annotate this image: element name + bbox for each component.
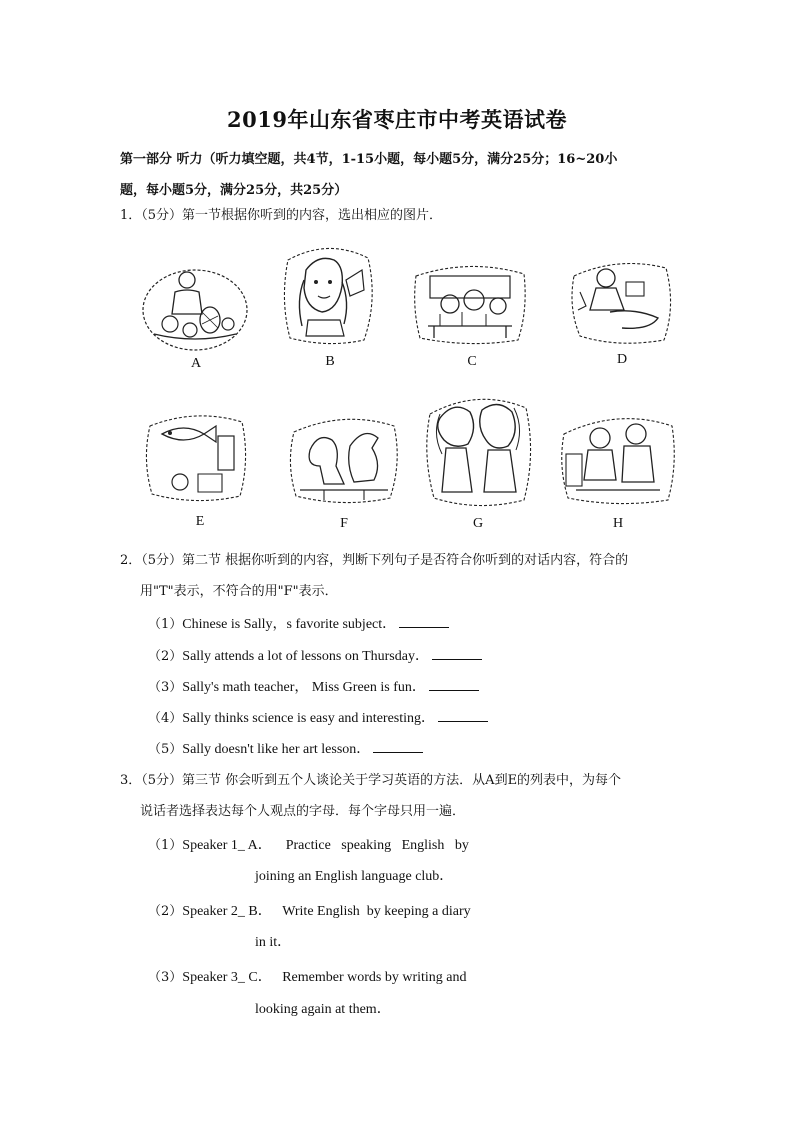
q3-item-3 xyxy=(148,966,467,986)
picture-g xyxy=(420,388,536,531)
picture-c-label: C xyxy=(467,354,477,369)
picture-e xyxy=(140,404,252,529)
classroom-picture-icon xyxy=(410,254,530,348)
q1-prompt: 1．（5分）第一节根据你听到的内容，选出相应的图片． xyxy=(120,208,443,223)
two-people-talking-picture-icon xyxy=(556,404,680,508)
q2-item-5-text: Sally doesn't like her art lesson． xyxy=(182,742,371,757)
q2-item-4-num: （4） xyxy=(148,711,183,726)
picture-h-label: H xyxy=(612,516,624,531)
q2-item-2 xyxy=(148,645,482,665)
girl-portrait-picture-icon xyxy=(278,240,378,348)
q2-item-1-text: Chinese is Sally，s favorite subject． xyxy=(182,617,397,632)
q2-item-1-num: （1） xyxy=(148,617,183,632)
q3-item-1-speaker: Speaker 1_ A． xyxy=(182,838,272,853)
q3-item-1-num: （1） xyxy=(148,838,183,853)
part1-heading-line2: 题，每小题5分，满分25分，共25分） xyxy=(120,183,348,198)
person-reading-picture-icon xyxy=(566,252,678,348)
answer-blank[interactable] xyxy=(373,740,423,753)
part1-heading-line1: 第一部分 听力（听力填空题，共4节，1-15小题，每小题5分，满分25分；16~20小 xyxy=(120,152,618,167)
q2-prompt-line1: 2．（5分）第二节 根据你听到的内容，判断下列句子是否符合你听到的对话内容，符合的 xyxy=(120,553,629,568)
picture-d xyxy=(566,252,678,367)
q2-item-2-num: （2） xyxy=(148,649,183,664)
q2-item-4 xyxy=(148,707,488,727)
q3-item-2-speaker: Speaker 2_ B． xyxy=(182,904,272,919)
picture-a-label: A xyxy=(190,356,202,371)
part1-heading xyxy=(120,144,680,206)
picture-g-label: G xyxy=(472,516,484,531)
picture-e-label: E xyxy=(195,514,205,529)
q2-item-3 xyxy=(148,676,479,696)
q3-item-1-text-line1: Practice speaking English by xyxy=(285,838,469,853)
q3-item-3-text-line1: Remember words by writing and xyxy=(282,970,467,985)
picture-f-label: F xyxy=(340,516,348,531)
q3-item-2-text-line2: in it． xyxy=(255,935,292,950)
picture-b xyxy=(278,240,378,369)
answer-blank[interactable] xyxy=(438,709,488,722)
fish-and-objects-picture-icon xyxy=(140,404,252,506)
q2-item-2-text: Sally attends a lot of lessons on Thursday． xyxy=(182,649,429,664)
q3-item-3-text-line2: looking again at them． xyxy=(255,1002,391,1017)
q3-item-3-speaker: Speaker 3_ C． xyxy=(182,970,272,985)
page-title: 2019年山东省枣庄市中考英语试卷 xyxy=(227,107,567,132)
q2-item-5 xyxy=(148,738,423,758)
q3-item-1-text-line2: joining an English language club． xyxy=(255,869,454,884)
picture-h xyxy=(556,404,680,531)
q2-item-4-text: Sally thinks science is easy and interesting． xyxy=(182,711,436,726)
q3-prompt-line1: 3．（5分）第三节 你会听到五个人谈论关于学习英语的方法．从A到E的列表中，为每个 xyxy=(120,773,622,788)
q2-item-5-num: （5） xyxy=(148,742,183,757)
picture-c xyxy=(410,254,530,369)
picture-a xyxy=(140,262,250,371)
q3-prompt-line2: 说话者选择表达每个人观点的字母．每个字母只用一遍． xyxy=(140,804,466,819)
q3-item-2 xyxy=(148,900,471,920)
picture-d-label: D xyxy=(616,352,628,367)
answer-blank[interactable] xyxy=(429,678,479,691)
picture-b-label: B xyxy=(325,354,335,369)
q3-item-1 xyxy=(148,834,469,854)
two-girls-picture-icon xyxy=(420,388,536,512)
answer-blank[interactable] xyxy=(399,615,449,628)
q3-item-2-num: （2） xyxy=(148,904,183,919)
boy-with-fruit-picture-icon xyxy=(140,262,250,354)
q3-item-3-num: （3） xyxy=(148,970,183,985)
q2-item-1 xyxy=(148,613,449,633)
answer-blank[interactable] xyxy=(432,647,482,660)
q2-prompt-line2: 用"T"表示，不符合的用"F"表示． xyxy=(140,584,338,599)
q3-item-2-text-line1: Write English by keeping a diary xyxy=(282,904,471,919)
q2-item-3-text: Sally's math teacher， Miss Green is fun． xyxy=(182,680,426,695)
q2-item-3-num: （3） xyxy=(148,680,183,695)
dinosaurs-picture-icon xyxy=(284,404,404,508)
picture-f xyxy=(284,404,404,531)
